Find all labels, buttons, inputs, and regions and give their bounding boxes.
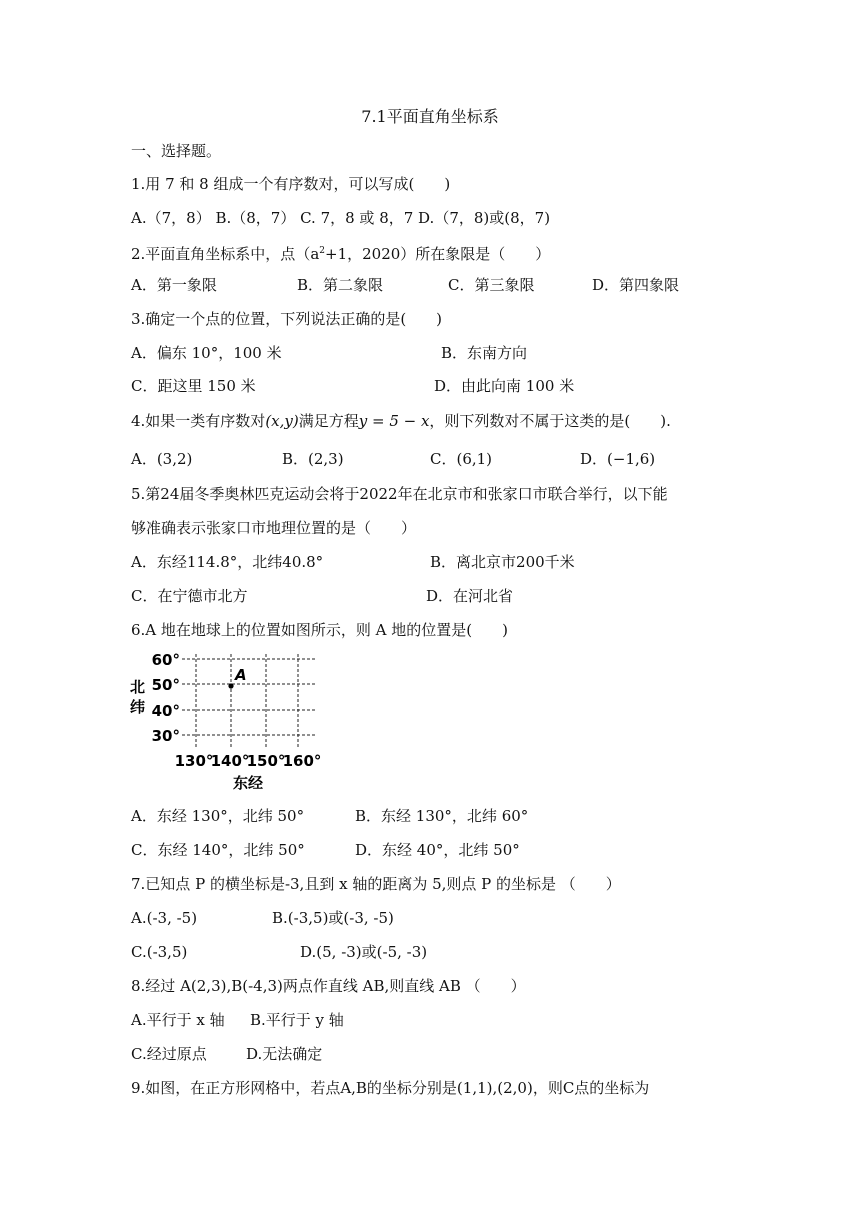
q8-option-b: B.平行于 y 轴 xyxy=(250,1011,344,1029)
q4-option-d: D．(−1,6) xyxy=(580,450,656,468)
q2-option-c: C．第三象限 xyxy=(448,276,535,294)
lat-label-60: 60° xyxy=(151,651,180,669)
q3-stem: 3.确定一个点的位置，下列说法正确的是( ) xyxy=(131,310,443,328)
lat-axis-char-2: 纬 xyxy=(130,698,146,716)
q6-option-a: A．东经 130°，北纬 50° xyxy=(131,807,305,825)
q1-options: A.（7，8） B.（8，7） C. 7，8 或 8，7 D.（7，8)或(8，7) xyxy=(131,209,551,227)
point-a-label: A xyxy=(235,666,247,684)
section-heading: 一、选择题。 xyxy=(131,142,222,160)
lat-axis-char-1: 北 xyxy=(130,678,146,696)
lon-axis-label: 东经 xyxy=(232,774,264,792)
point-a-dot xyxy=(228,683,233,688)
lon-label-150: 150° xyxy=(246,752,286,770)
q3-option-d: D．由此向南 100 米 xyxy=(434,377,575,395)
q4-option-a: A．(3,2) xyxy=(131,450,193,468)
q5-option-b: B．离北京市200千米 xyxy=(430,553,575,571)
q2-option-d: D．第四象限 xyxy=(592,276,680,294)
q4-option-b: B．(2,3) xyxy=(282,450,344,468)
q7-option-d: D.(5, -3)或(-5, -3) xyxy=(300,943,428,961)
lon-label-130: 130° xyxy=(174,752,214,770)
q5-stem-line2: 够准确表示张家口市地理位置的是（ ） xyxy=(131,519,417,537)
q2-option-a: A．第一象限 xyxy=(131,276,217,294)
q5-option-c: C．在宁德市北方 xyxy=(131,587,248,605)
q5-option-d: D．在河北省 xyxy=(426,587,514,605)
q8-option-d: D.无法确定 xyxy=(246,1045,323,1063)
q9-stem: 9.如图，在正方形网格中，若点A,B的坐标分别是(1,1),(2,0)，则C点的坐标为 xyxy=(131,1079,650,1097)
q4-stem: 4.如果一类有序数对(x,y)满足方程y = 5 − x，则下列数对不属于这类的是( ). xyxy=(131,412,671,430)
q4-option-c: C．(6,1) xyxy=(430,450,493,468)
q2-option-b: B．第二象限 xyxy=(297,276,384,294)
q2-stem: 2.平面直角坐标系中，点（$a^2+1$，2020）所在象限是（ ） xyxy=(131,245,551,263)
q7-option-c: C.(-3,5) xyxy=(131,943,188,961)
q7-stem: 7.已知点 P 的横坐标是-3,且到 x 轴的距离为 5,则点 P 的坐标是 （ ） xyxy=(131,875,621,893)
q3-option-c: C．距这里 150 米 xyxy=(131,377,256,395)
q6-stem: 6.A 地在地球上的位置如图所示，则 A 地的位置是( ) xyxy=(131,621,508,639)
q6-option-b: B．东经 130°，北纬 60° xyxy=(355,807,529,825)
lon-label-160: 160° xyxy=(282,752,322,770)
q3-option-a: A．偏东 10°，100 米 xyxy=(131,344,282,362)
q5-option-a: A．东经114.8°，北纬40.8° xyxy=(131,553,324,571)
q5-stem-line1: 5.第24届冬季奥林匹克运动会将于2022年在北京市和张家口市联合举行，以下能 xyxy=(131,485,668,503)
q7-option-a: A.(-3, -5) xyxy=(131,909,198,927)
q7-option-b: B.(-3,5)或(-3, -5) xyxy=(272,909,394,927)
lat-label-30: 30° xyxy=(151,727,180,745)
lat-lon-grid-figure xyxy=(126,648,332,794)
lat-label-50: 50° xyxy=(151,676,180,694)
q1-stem: 1.用 7 和 8 组成一个有序数对，可以写成( ) xyxy=(131,175,451,193)
q6-option-d: D．东经 40°，北纬 50° xyxy=(355,841,520,859)
lat-label-40: 40° xyxy=(151,702,180,720)
q3-option-b: B．东南方向 xyxy=(441,344,528,362)
lon-label-140: 140° xyxy=(210,752,250,770)
q8-option-a: A.平行于 x 轴 xyxy=(131,1011,225,1029)
q8-option-c: C.经过原点 xyxy=(131,1045,207,1063)
q8-stem: 8.经过 A(2,3),B(-4,3)两点作直线 AB,则直线 AB （ ） xyxy=(131,977,526,995)
q6-option-c: C．东经 140°，北纬 50° xyxy=(131,841,305,859)
page-title: 7.1平面直角坐标系 xyxy=(361,107,499,126)
